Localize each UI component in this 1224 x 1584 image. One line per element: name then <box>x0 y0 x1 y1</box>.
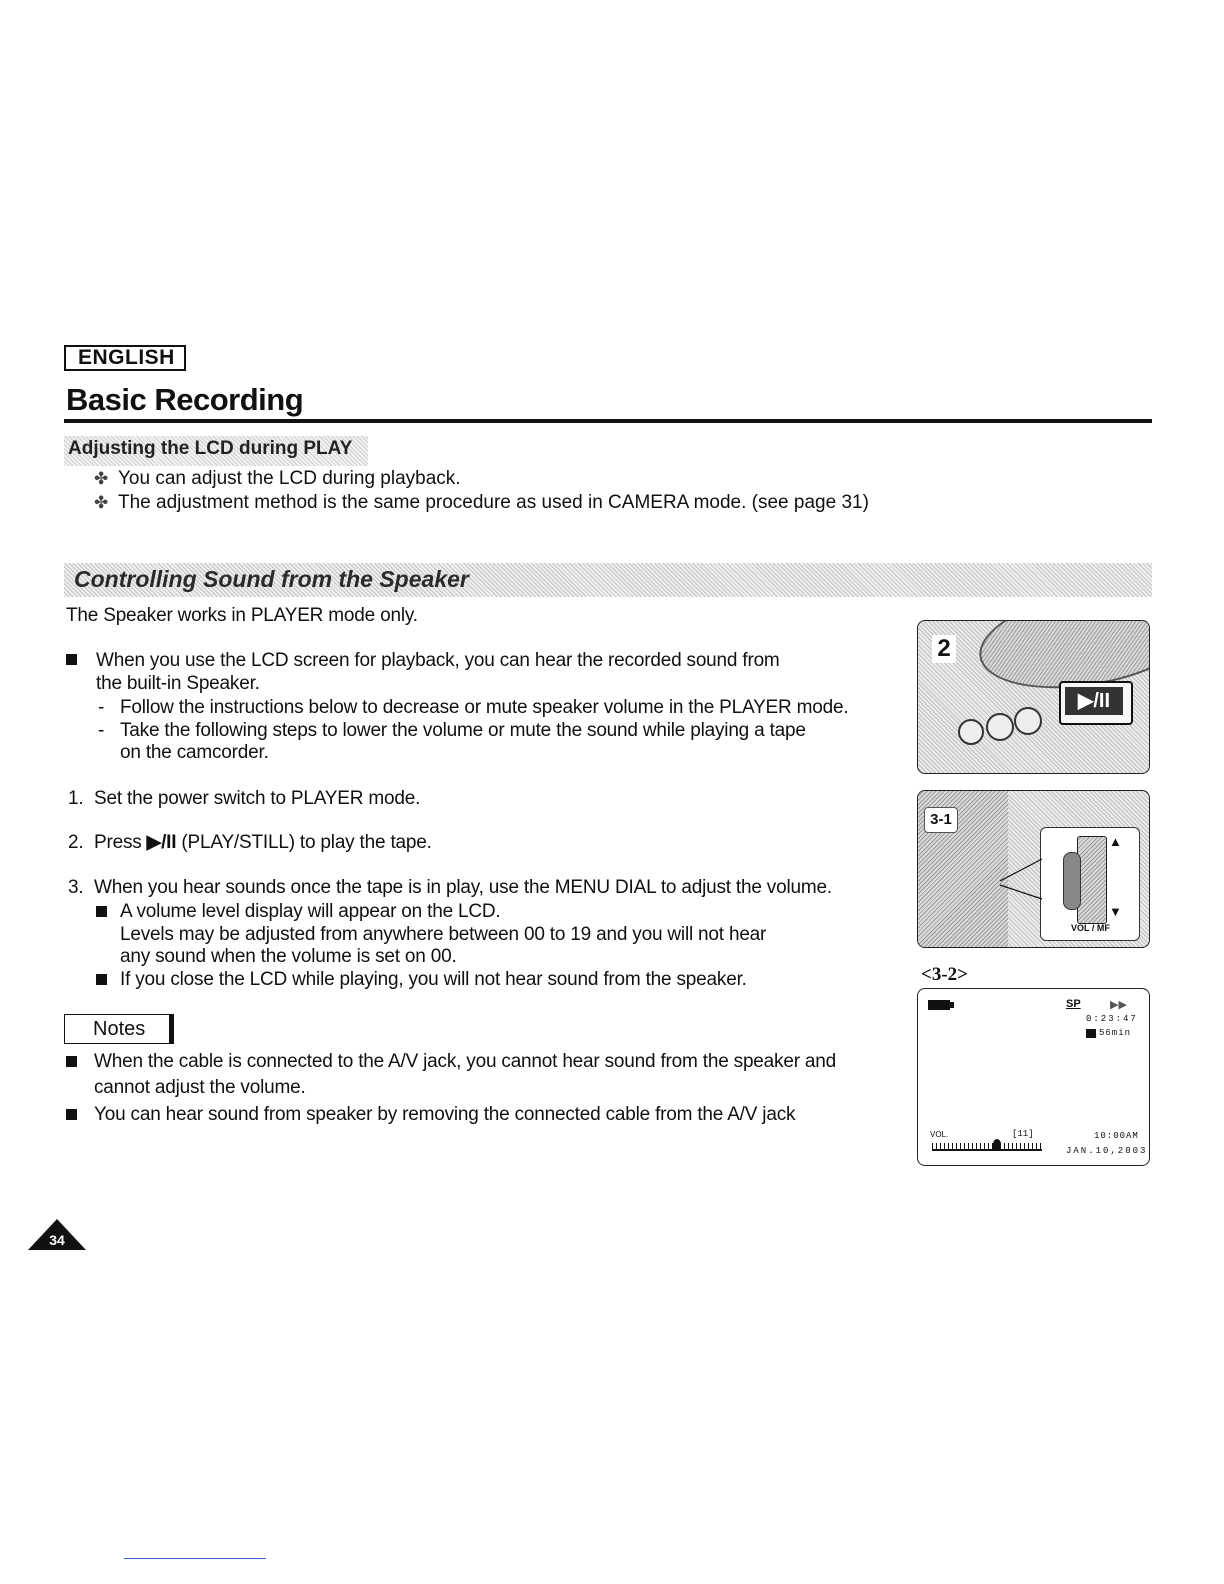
figure-menu-dial <box>917 790 1150 948</box>
play-still-button-highlight <box>1059 681 1133 725</box>
page-number: 34 <box>49 1232 65 1248</box>
footer-rule <box>124 1558 266 1559</box>
square-bullet-icon <box>66 1109 77 1127</box>
sub-bullet-2: If you close the LCD while playing, you will not hear sound from the speaker. <box>120 969 747 990</box>
pointer-lines <box>998 851 1058 911</box>
section2-title: Controlling Sound from the Speaker <box>74 566 469 592</box>
volume-down-arrow-icon: ▼ <box>1109 904 1122 919</box>
control-button-icon <box>986 713 1014 741</box>
lcd-time: 10:00AM <box>1094 1131 1139 1141</box>
square-bullet-icon <box>66 1056 77 1074</box>
dial-label: VOL / MF <box>1071 923 1110 933</box>
lead-line-1: When you use the LCD screen for playback, you can hear the recorded sound from <box>96 650 780 671</box>
lcd-date: JAN.10,2003 <box>1066 1146 1148 1156</box>
section1-bullet-1-text: You can adjust the LCD during playback. <box>118 468 461 489</box>
language-label: ENGLISH <box>64 345 186 371</box>
sub-bullet-1-line-3: any sound when the volume is set on 00. <box>120 946 457 967</box>
tape-play-icon: ▶▶ <box>1110 999 1127 1011</box>
lead-line-2: the built-in Speaker. <box>96 673 260 694</box>
battery-icon <box>928 1000 950 1010</box>
step-1-number: 1. <box>68 788 84 809</box>
tape-remain-icon <box>1086 1029 1096 1038</box>
note-2: You can hear sound from speaker by removing the connected cable from the A/V jack <box>94 1104 796 1125</box>
step-2 <box>94 831 432 855</box>
lcd-screen <box>917 988 1150 1166</box>
square-bullet-icon <box>96 906 107 924</box>
volume-level-marker <box>993 1139 1001 1149</box>
section1-title: Adjusting the LCD during PLAY <box>68 438 353 459</box>
volume-up-arrow-icon: ▲ <box>1109 834 1122 849</box>
step-2-pre: Press <box>94 832 142 853</box>
step-3-text: When you hear sounds once the tape is in play, use the MENU DIAL to adjust the volume. <box>94 877 832 898</box>
dash-icon: - <box>98 720 105 741</box>
clover-bullet-icon: ✤ <box>94 469 109 488</box>
page-title: Basic Recording <box>66 382 304 417</box>
volume-label: VOL. <box>930 1130 949 1139</box>
figure-step-label: 2 <box>932 635 956 663</box>
dash-item-1: Follow the instructions below to decrease or mute speaker volume in the PLAYER mode. <box>120 697 849 718</box>
section1-bullet-2-text: The adjustment method is the same procedure as used in CAMERA mode. (see page 31) <box>118 492 869 513</box>
play-still-symbol: ▶/II <box>146 832 177 853</box>
sp-indicator: SP <box>1066 998 1081 1010</box>
menu-dial-wheel <box>1077 836 1107 924</box>
control-button-icon <box>958 719 984 745</box>
title-rule <box>64 419 1152 423</box>
dial-edge-shape <box>1063 852 1081 910</box>
step-2-post: (PLAY/STILL) to play the tape. <box>181 832 432 853</box>
section1-bullet-2 <box>94 491 869 515</box>
section1-bullet-1 <box>94 467 461 491</box>
tape-remain: 56min <box>1099 1028 1132 1038</box>
volume-bar <box>932 1149 1042 1151</box>
battery-tip-icon <box>950 1002 954 1008</box>
figure-play-button <box>917 620 1150 774</box>
clover-bullet-icon: ✤ <box>94 493 109 512</box>
tape-counter: 0:23:47 <box>1086 1014 1138 1024</box>
dash-item-2-line-2: on the camcorder. <box>120 742 269 763</box>
volume-value: [11] <box>1012 1129 1034 1139</box>
sub-bullet-1-line-2: Levels may be adjusted from anywhere between 00 to 19 and you will not hear <box>120 924 767 945</box>
dash-item-2-line-1: Take the following steps to lower the volume or mute the sound while playing a tape <box>120 720 806 741</box>
square-bullet-icon <box>96 974 107 992</box>
dash-icon: - <box>98 697 105 718</box>
step-1-text: Set the power switch to PLAYER mode. <box>94 788 421 809</box>
notes-label: Notes <box>64 1014 174 1044</box>
figure-step-label: 3-1 <box>924 807 958 833</box>
sub-bullet-1-line-1: A volume level display will appear on the LCD. <box>120 901 501 922</box>
step-2-number: 2. <box>68 832 84 853</box>
control-button-icon <box>1014 707 1042 735</box>
section2-intro: The Speaker works in PLAYER mode only. <box>66 605 418 626</box>
square-bullet-icon <box>66 654 77 672</box>
step-3-number: 3. <box>68 877 84 898</box>
figure-caption: <3-2> <box>921 964 968 985</box>
play-still-button-label: ▶/II <box>1065 687 1123 715</box>
volume-scale-ticks <box>932 1143 1042 1149</box>
note-1-line-1: When the cable is connected to the A/V jack, you cannot hear sound from the speaker and <box>94 1051 837 1072</box>
note-1-line-2: cannot adjust the volume. <box>94 1077 306 1098</box>
